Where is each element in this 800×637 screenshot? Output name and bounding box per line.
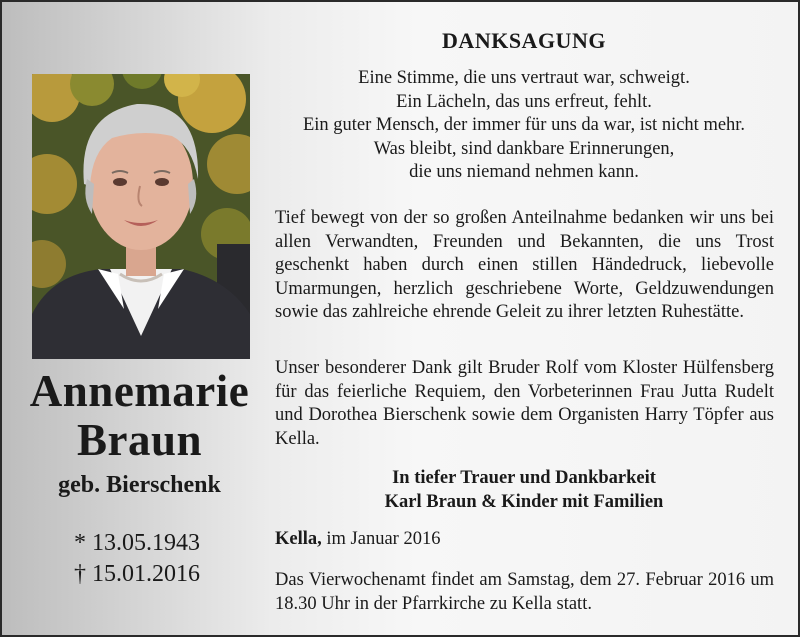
place-town: Kella, [275,529,322,549]
poem-line: Was bleibt, sind dankbare Erinnerungen, [373,138,675,159]
poem-line: Eine Stimme, die uns vertraut war, schweigt. [358,68,690,88]
signature-line-2: Karl Braun & Kinder mit Familien [384,492,664,512]
poem-line: Ein Lächeln, das uns erfreut, fehlt. [396,91,652,112]
deceased-first-name: Annemarie [29,366,250,416]
thanks-paragraph: Tief bewegt von der so großen Anteilnahme bedanken wir uns bei allen Verwandten, Freunden und Bekannten, die uns Trost geschenkt haben durch einen stillen Händedruck, liebevolle Umarmungen, herzlich geschriebene Worte, Geldzuwendungen sowie das zahlreiche ehrende Geleit zu ihrer letzten Ruhestätte. [275,208,774,322]
portrait-photo [32,74,250,359]
place-date [275,529,440,550]
death-date: † 15.01.2016 [74,561,200,587]
maiden-name: geb. Bierschenk [58,472,221,498]
signature-line-1: In tiefer Trauer und Dankbarkeit [392,468,656,488]
notice-heading: DANKSAGUNG [442,28,606,53]
poem-line: die uns niemand nehmen kann. [409,162,639,182]
place-date-text: im Januar 2016 [326,529,441,549]
deceased-last-name: Braun [76,415,203,465]
memorial-poem [264,67,784,185]
poem-line: Ein guter Mensch, der immer für uns da war, ist nicht mehr. [302,115,746,135]
special-thanks-paragraph: Unser besonderer Dank gilt Bruder Rolf vom Kloster Hülfensberg für das feierliche Requiem, den Vorbeterinnen Frau Jutta Rudelt und Dorothea Bierschenk sowie dem Organisten Harry Töpfer aus Kella. [275,358,774,449]
service-note: Das Vierwochenamt findet am Samstag, dem 27. Februar 2016 um 18.30 Uhr in der Pfarrkirche zu Kella statt. [275,570,774,614]
birth-date: * 13.05.1943 [74,530,200,556]
